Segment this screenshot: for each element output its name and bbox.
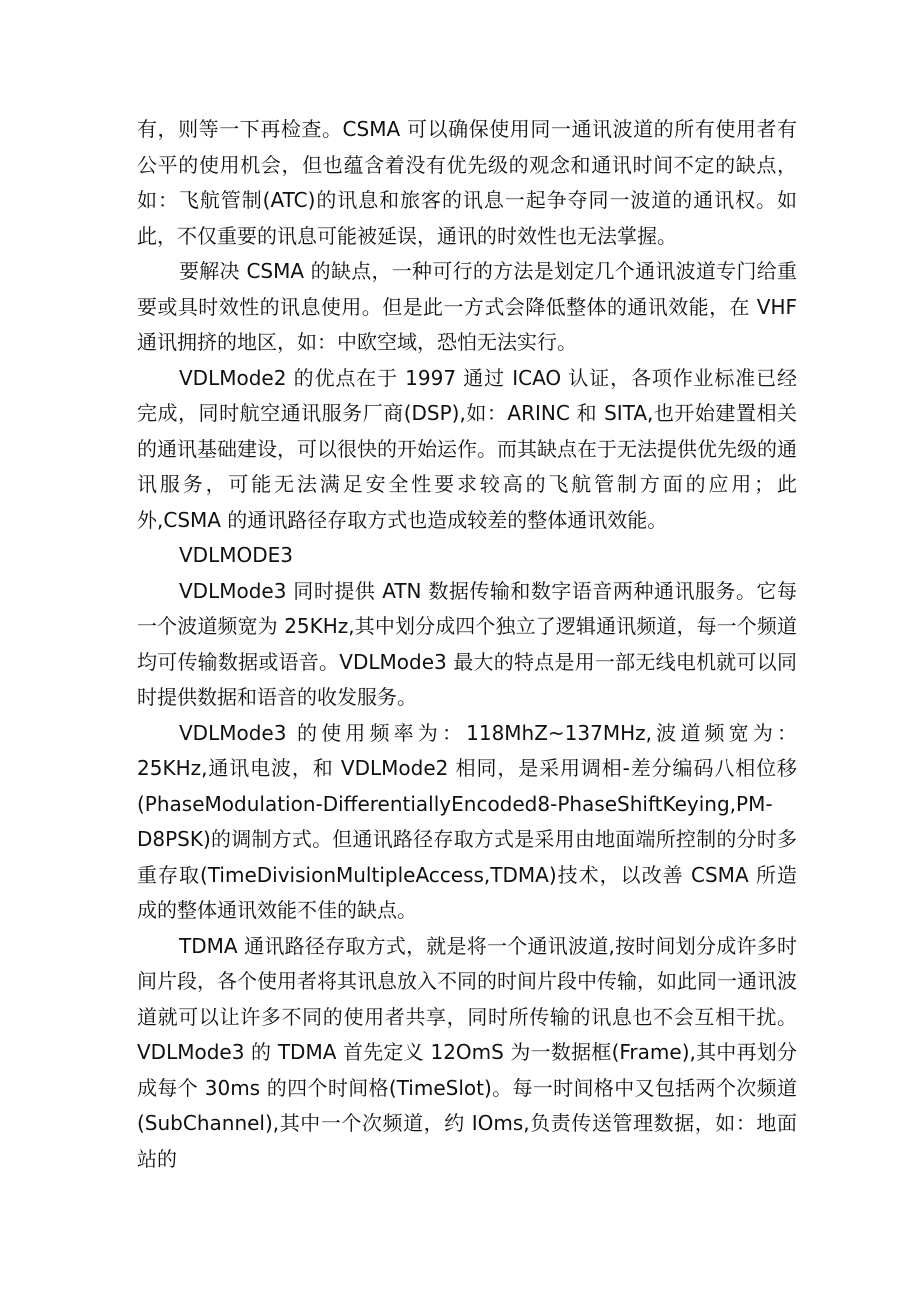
paragraph-vdl-mode3-frequency: VDLMode3 的使用频率为：118MhZ~137MHz,波道频宽为：25KHz,通讯电波，和 VDLMode2 相同，是采用调相-差分编码八相位移(PhaseModulation-DifferentiallyEncoded8-PhaseShiftKeying,PM-D8PSK)的调制方式。但通讯路径存取方式是采用由地面端所控制的分时多重存取(TimeDivisionMultipleAccess,TDMA)技术，以改善 CSMA 所造成的整体通讯效能不佳的缺点。 [137, 720, 797, 922]
paragraph-continuation: 有，则等一下再检查。CSMA 可以确保使用同一通讯波道的所有使用者有公平的使用机会，但也蕴含着没有优先级的观念和通讯时间不定的缺点，如：飞航管制(ATC)的讯息和旅客的讯息一起争夺同一波道的通讯权。如此，不仅重要的讯息可能被延误，通讯的时效性也无法掌握。 [137, 117, 797, 248]
paragraph-tdma: TDMA 通讯路径存取方式，就是将一个通讯波道,按时间划分成许多时间片段，各个使用者将其讯息放入不同的时间片段中传输，如此同一通讯波道就可以让许多不同的使用者共享，同时所传输的讯息也不会互相干扰。VDLMode3 的 TDMA 首先定义 12OmS 为一数据框(Frame),其中再划分成每个 30ms 的四个时间格(TimeSlot)。每一时间格中又包括两个次频道(SubChannel),其中一个次频道，约 IOms,负责传送管理数据，如：地面站的 [137, 933, 797, 1171]
section-heading-vdl-mode3: VDLMODE3 [179, 543, 293, 567]
paragraph-vdl-mode3-intro: VDLMode3 同时提供 ATN 数据传输和数字语音两种通讯服务。它每一个波道频宽为 25KHz,其中划分成四个独立了逻辑通讯频道，每一个频道均可传输数据或语音。VDLMode3 最大的特点是用一部无线电机就可以同时提供数据和语音的收发服务。 [137, 578, 797, 709]
paragraph-csma-solution: 要解决 CSMA 的缺点，一种可行的方法是划定几个通讯波道专门给重要或具时效性的讯息使用。但是此一方式会降低整体的通讯效能，在 VHF 通讯拥挤的地区，如：中欧空域，恐怕无法实行。 [137, 259, 797, 354]
paragraph-vdl-mode2: VDLMode2 的优点在于 1997 通过 ICAO 认证，各项作业标准已经完成，同时航空通讯服务厂商(DSP),如：ARINC 和 SITA,也开始建置相关的通讯基础建设，可以很快的开始运作。而其缺点在于无法提供优先级的通讯服务，可能无法满足安全性要求较高的飞航管制方面的应用；此外,CSMA 的通讯路径存取方式也造成较差的整体通讯效能。 [137, 365, 797, 532]
document-body [137, 112, 797, 1177]
